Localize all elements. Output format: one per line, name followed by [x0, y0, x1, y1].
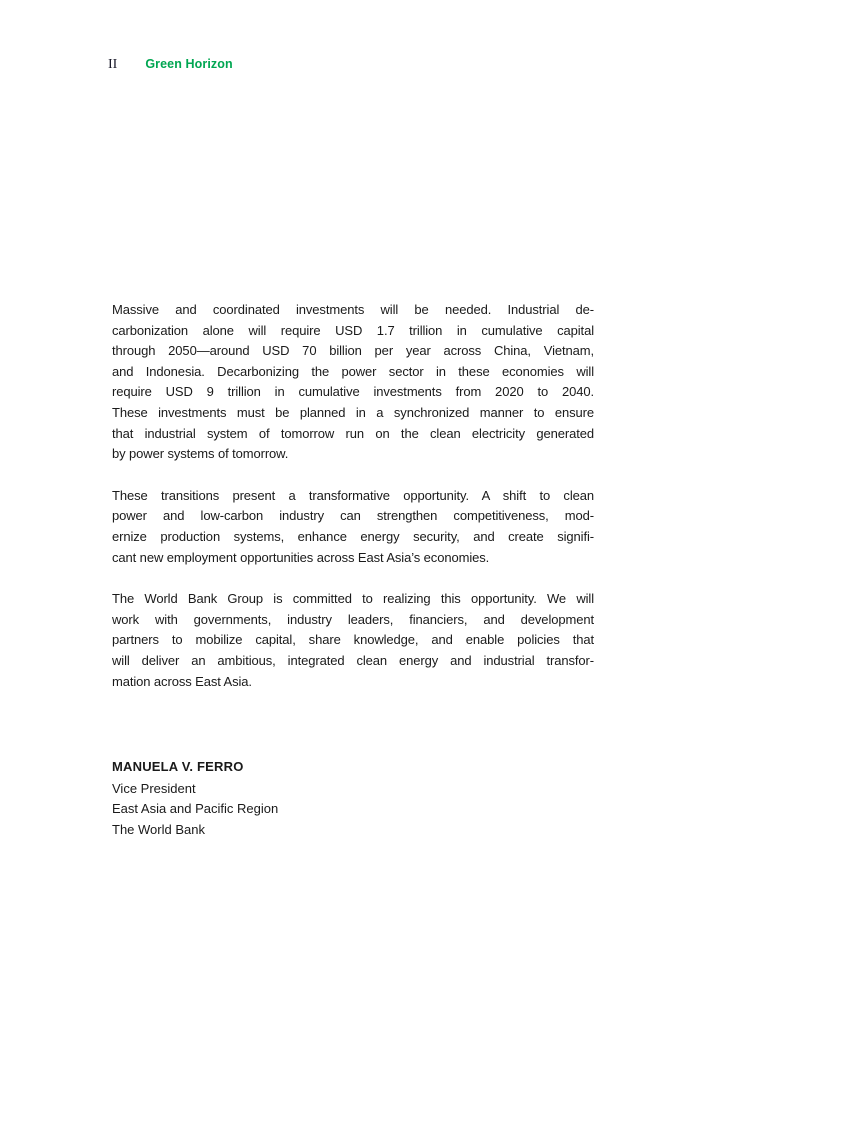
paragraph-investments: [112, 300, 594, 465]
paragraph-line: will deliver an ambitious, integrated clean energy and industrial transfor-: [112, 652, 594, 668]
page-header: [108, 57, 233, 73]
paragraph-line: mation across East Asia.: [112, 673, 252, 689]
paragraph-line: Massive and coordinated investments will be needed. Industrial de-: [112, 302, 594, 317]
signatory-title: Vice President: [112, 780, 196, 796]
paragraph-line: require USD 9 trillion in cumulative investments from 2020 to 2040.: [112, 384, 594, 400]
paragraph-line: carbonization alone will require USD 1.7 trillion in cumulative capital: [112, 322, 594, 338]
running-title: Green Horizon: [145, 57, 233, 71]
paragraph-line: cant new employment opportunities across East Asia’s economies.: [112, 549, 490, 565]
paragraph-line: power and low-carbon industry can strengthen competitiveness, mod-: [112, 508, 594, 524]
paragraph-line: that industrial system of tomorrow run on the clean electricity generated: [112, 425, 594, 441]
signature-block: [112, 757, 278, 840]
paragraph-line: work with governments, industry leaders, financiers, and development: [112, 611, 594, 627]
signatory-name: MANUELA V. FERRO: [112, 759, 244, 774]
paragraph-line: The World Bank Group is committed to realizing this opportunity. We will: [112, 591, 594, 607]
paragraph-line: partners to mobilize capital, share knowledge, and enable policies that: [112, 632, 594, 648]
paragraph-line: and Indonesia. Decarbonizing the power sector in these economies will: [112, 363, 594, 379]
paragraph-commitment: [112, 589, 594, 692]
paragraph-line: through 2050—around USD 70 billion per year across China, Vietnam,: [112, 343, 594, 359]
signatory-organization: The World Bank: [112, 821, 205, 837]
paragraph-line: ernize production systems, enhance energy security, and create signifi-: [112, 528, 594, 544]
signatory-region: East Asia and Pacific Region: [112, 801, 279, 817]
paragraph-line: These investments must be planned in a synchronized manner to ensure: [112, 404, 594, 420]
page-number: II: [108, 57, 118, 72]
body-text: [112, 300, 594, 713]
paragraph-line: by power systems of tomorrow.: [112, 446, 289, 462]
paragraph-opportunity: [112, 486, 594, 568]
paragraph-line: These transitions present a transformative opportunity. A shift to clean: [112, 487, 594, 503]
